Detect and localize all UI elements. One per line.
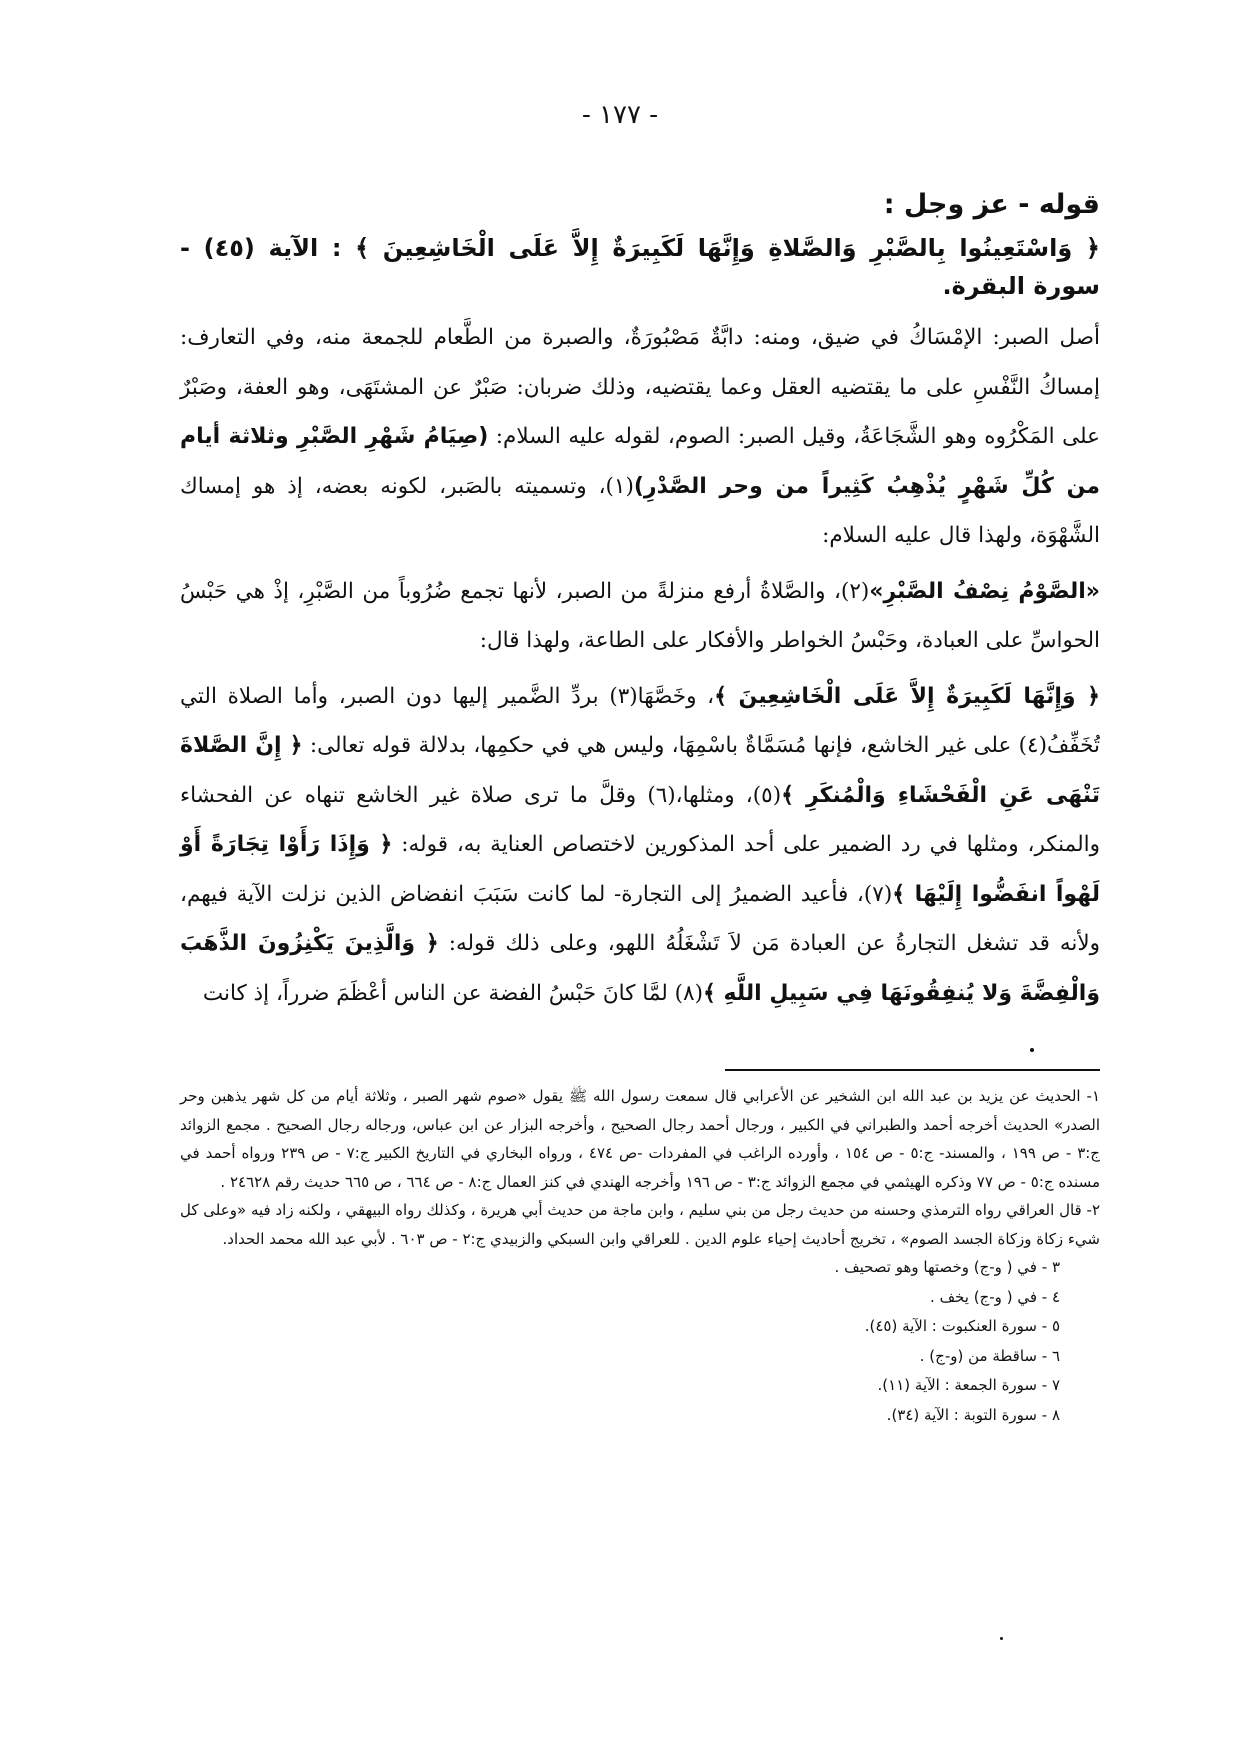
footnote-divider (725, 1069, 1100, 1071)
hadith-quote-2: «الصَّوْمُ نِصْفُ الصَّبْرِ» (869, 578, 1100, 604)
quran-verse-title: ﴿ وَاسْتَعِينُوا بِالصَّبْرِ وَالصَّلاةِ وَإِنَّهَا لَكَبِيرَةٌ إِلاَّ عَلَى الْخَاشِعِينَ ﴾ : الآية (٤٥) - سورة البقرة. (180, 234, 1100, 300)
paragraph-1-text: أصل الصبر: الإمْسَاكُ في ضيق، ومنه: دابَّةٌ مَصْبُورَةٌ، والصبرة من الطَّعام للجمعة منه، وفي التعارف: إمساكُ النَّفْسِ على ما يقتضيه العقل وعما يقتضيه، وذلك ضربان: صَبْرٌ عن المشتَهَى، وهو العفة، وصَبْرٌ على المَكْرُوه وهو الشَّجَاعَةُ، وقيل الصبر: الصوم، لقوله عليه السلام: (180, 325, 1100, 449)
paragraph-3-text-c: (٧)، فأعيد الضميرُ إلى التجارة- لما كانت سَبَبَ انفضاض الذين نزلت الآية فيهم، ولأنه قد تشغل التجارةُ عن العبادة مَن لاَ تَشْغَلُهُ اللهو، وعلى ذلك قوله: (180, 881, 1100, 956)
stray-dot-bottom (1000, 1637, 1003, 1640)
footnote-7: ٧ - سورة الجمعة : الآية (١١). (877, 1376, 1060, 1394)
paragraph-3 (180, 672, 1100, 1019)
verse-quote-2: ﴿ إِنَّ الصَّلاةَ تَنْهَى عَنِ الْفَحْشَاءِ وَالْمُنكَرِ ﴾ (180, 733, 1100, 808)
paragraph-2-text: (٢)، والصَّلاةُ أرفع منزلةً من الصبر، لأنها تجمع ضُرُوباً من الصَّبْرِ، إذْ هي حَبْسُ الحواسِّ على العبادة، وحَبْسُ الخواطر والأفكار على الطاعة، ولهذا قال: (180, 578, 1100, 653)
paragraph-1 (180, 313, 1100, 561)
hadith-quote-1: (صِيَامُ شَهْرِ الصَّبْرِ وثلاثة أيام من كُلِّ شَهْرٍ يُذْهِبُ كَثِيراً من وحر الصَّدْرِ) (180, 424, 1100, 499)
footnotes (180, 1082, 1100, 1430)
paragraph-3-text-d: (٨) لمَّا كانَ حَبْسُ الفضة عن الناس أعْظَمَ ضرراً، إذ كانت (202, 980, 703, 1006)
verse-quote-3: ﴿ وَإِذَا رَأَوْا تِجَارَةً أَوْ لَهْواً انفَضُّوا إِلَيْهَا ﴾ (180, 832, 1101, 907)
paragraph-3-text-a: ، وخَصَّهَا(٣) بردِّ الضَّمير إليها دون الصبر، وأما الصلاة التي تُخَفِّفُ(٤) على غير الخاشع، فإنها مُسَمَّاةٌ باسْمِهَا، وليس هي في حكمِها، بدلالة قوله تعالى: (180, 683, 1100, 758)
footnote-6: ٦ - ساقطة من (و-ج) . (919, 1346, 1060, 1365)
verse-quote-1: ﴿ وَإِنَّهَا لَكَبِيرَةٌ إِلاَّ عَلَى الْخَاشِعِينَ ﴾ (714, 683, 1100, 709)
footnote-2: ٢- قال العراقي رواه الترمذي وحسنه من حديث رجل من بني سليم ، وابن ماجة من حديث أبي هريرة ، وكذلك رواه البيهقي ، ولكنه زاد فيه «وعلى كل شيء زكاة وزكاة الجسد الصوم» ، تخريج أحاديث إحياء علوم الدين . للعراقي وابن السبكي والزبيدي ج:٢ - ص ٦٠٣ . لأبي عبد الله محمد الحداد. (180, 1201, 1100, 1248)
footnote-1: ١- الحديث عن يزيد بن عبد الله ابن الشخير عن الأعرابي قال سمعت رسول الله ﷺ يقول «صوم شهر الصبر ، وثلاثة أيام من كل شهر يذهبن وحر الصدر» الحديث أخرجه أحمد والطبراني في الكبير ، ورجال أحمد رجال الصحيح ، وأخرجه البزار عن ابن عباس، ورجاله رجال الصحيح . مجمع الزوائد ج:٣ - ص ١٩٩ ، والمسند- ج:٥ - ص ١٥٤ ، وأورده الراغب في المفردات -ص ٤٧٤ ، ورواه البخاري في التاريخ الكبير ج:٧ - ص ٢٣٩ ورواه أحمد في مسنده ج:٥ - ص ٧٧ وذكره الهيثمي في مجمع الزوائد ج:٣ - ص ١٩٦ وأخرجه الهندي في كنز العمال ج:٨ - ص ٦٦٤ ، ص ٦٦٥ حديث رقم ٢٤٦٢٨ . (180, 1087, 1100, 1191)
verse-quote-4: ﴿ وَالَّذِينَ يَكْنِزُونَ الذَّهَبَ وَالْفِضَّةَ وَلا يُنفِقُونَهَا فِي سَبِيلِ اللَّهِ ﴾ (180, 931, 1100, 1006)
stray-dot (1030, 1048, 1034, 1052)
footnote-8: ٨ - سورة التوبة : الآية (٣٤). (886, 1405, 1060, 1424)
paragraph-3-text-b: (٥)، ومثلها،(٦) وقلَّ ما ترى صلاة غير الخاشع تنهاه عن الفحشاء والمنكر، ومثلها في رد الضمير على أحد المذكورين لاختصاص العناية به، قوله: (180, 782, 1101, 857)
paragraph-2 (180, 567, 1100, 666)
paragraph-1-end: (١)، وتسميته بالصَبر، لكونه بعضه، إذ هو إمساك الشَّهْوَة، ولهذا قال عليه السلام: (180, 473, 1100, 548)
main-text (180, 185, 1100, 1024)
footnote-3: ٣ - في ( و-ج) وخصتها وهو تصحيف . (834, 1258, 1060, 1276)
section-heading: قوله - عز وجل : (883, 189, 1100, 220)
footnote-4: ٤ - في ( و-ج) يخف . (930, 1287, 1060, 1306)
footnote-5: ٥ - سورة العنكبوت : الآية (٤٥). (864, 1317, 1060, 1335)
page-number: - ١٧٧ - (581, 100, 659, 130)
